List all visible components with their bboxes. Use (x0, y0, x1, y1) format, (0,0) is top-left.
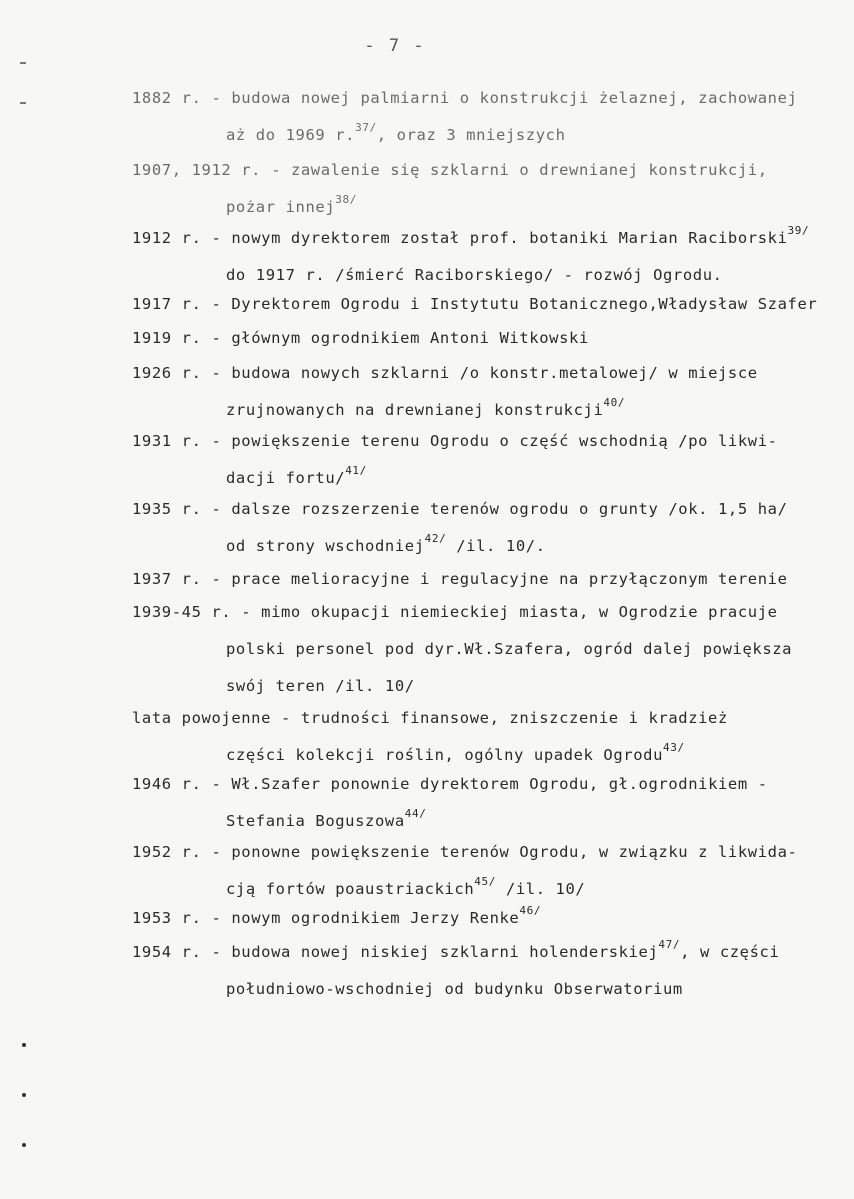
entry-line (132, 429, 832, 466)
entry-date: 1919 r. (132, 329, 202, 347)
entry-separator: - (211, 364, 222, 382)
entry-separator: - (211, 295, 222, 313)
entry-date: 1935 r. (132, 500, 202, 518)
entry-line (132, 534, 832, 571)
entry-date: 1907, 1912 r. (132, 161, 262, 179)
entry-line (132, 226, 832, 263)
chronology-entry (132, 86, 832, 160)
entry-line (132, 772, 832, 809)
entry-separator: - (211, 432, 222, 450)
entry-text: powiększenie terenu Ogrodu o część wschodnią /po likwi- (231, 432, 778, 450)
chronology-entry (132, 361, 832, 435)
chronology-entry (132, 940, 832, 1014)
footnote-ref: 43/ (663, 741, 685, 754)
entry-separator: - (211, 329, 222, 347)
entry-text: głównym ogrodnikiem Antoni Witkowski (231, 329, 589, 347)
entry-line (132, 86, 832, 123)
entry-date: 1937 r. (132, 570, 202, 588)
entry-text: nowym ogrodnikiem Jerzy Renke (231, 909, 520, 927)
entry-text: , w części (680, 943, 780, 961)
margin-mark (20, 62, 26, 64)
chronology-entry (132, 600, 832, 711)
entry-line (132, 840, 832, 877)
chronology-entry (132, 840, 832, 914)
entry-separator: - (211, 229, 222, 247)
entry-text: ponowne powiększenie terenów Ogrodu, w związku z likwida- (231, 843, 798, 861)
entry-date: lata powojenne (132, 709, 272, 727)
entry-date: 1912 r. (132, 229, 202, 247)
entry-date: 1882 r. (132, 89, 202, 107)
footnote-ref: 47/ (658, 938, 681, 951)
entry-text: swój teren /il. 10/ (226, 677, 415, 695)
entry-text: , oraz 3 mniejszych (376, 126, 566, 144)
entry-line (132, 567, 832, 604)
entry-line (132, 497, 832, 534)
entry-date: 1939-45 r. (132, 603, 232, 621)
entry-date: 1954 r. (132, 943, 202, 961)
entry-date: 1926 r. (132, 364, 202, 382)
chronology-entry (132, 567, 832, 604)
entry-line (132, 706, 832, 743)
entry-text: Wł.Szafer ponownie dyrektorem Ogrodu, gł.ogrodnikiem - (231, 775, 768, 793)
footnote-ref: 40/ (603, 396, 626, 409)
entry-line (132, 326, 832, 363)
entry-line (132, 600, 832, 637)
entry-date: 1917 r. (132, 295, 202, 313)
chronology-entry (132, 906, 832, 943)
entry-text: budowa nowej niskiej szklarni holenderskiej (231, 943, 659, 961)
entry-text: pożar innej (226, 198, 336, 216)
entry-separator: - (280, 709, 291, 727)
entry-text: trudności finansowe, zniszczenie i kradzież (300, 709, 728, 727)
entry-text: części kolekcji roślin, ogólny upadek Ogrodu (226, 746, 663, 764)
entry-separator: - (211, 943, 222, 961)
entry-text: dacji fortu/ (226, 469, 346, 487)
entry-text: od strony wschodniej (226, 537, 425, 555)
entry-separator: - (211, 843, 222, 861)
entry-text: Dyrektorem Ogrodu i Instytutu Botanicznego,Władysław Szafer (231, 295, 818, 313)
entry-separator: - (271, 161, 281, 179)
entry-text: budowa nowej palmiarni o konstrukcji żelaznej, zachowanej (231, 89, 798, 107)
entry-text: prace melioracyjne i regulacyjne na przyłączonym terenie (231, 570, 788, 588)
entry-text: południowo-wschodniej od budynku Obserwatorium (226, 980, 683, 998)
entry-date: 1931 r. (132, 432, 202, 450)
entry-separator: - (211, 909, 222, 927)
entry-text: Stefania Boguszowa (226, 812, 405, 830)
chronology-entry (132, 226, 832, 300)
entry-separator: - (211, 89, 222, 107)
chronology-entry (132, 326, 832, 363)
entry-text: budowa nowych szklarni /o konstr.metalowej/ w miejsce (231, 364, 758, 382)
entry-line (132, 977, 832, 1014)
entry-separator: - (211, 775, 222, 793)
entry-text: zawalenie się szklarni o drewnianej konstrukcji, (290, 161, 768, 179)
entry-separator: - (241, 603, 252, 621)
punch-hole-mark (22, 1143, 26, 1147)
footnote-ref: 38/ (335, 193, 357, 206)
punch-hole-mark (22, 1043, 26, 1047)
entry-line (132, 940, 832, 977)
chronology-entry (132, 292, 832, 329)
entry-line (132, 906, 832, 943)
footnote-ref: 46/ (519, 904, 542, 917)
entry-text: zrujnowanych na drewnianej konstrukcji (226, 401, 604, 419)
entry-date: 1953 r. (132, 909, 202, 927)
footnote-ref: 45/ (474, 875, 496, 888)
margin-mark (20, 102, 26, 104)
punch-hole-mark (22, 1093, 26, 1097)
footnote-ref: 41/ (345, 464, 367, 477)
entry-line (132, 292, 832, 329)
entry-line (132, 361, 832, 398)
footnote-ref: 42/ (424, 532, 447, 545)
chronology-entry (132, 158, 832, 232)
footnote-ref: 44/ (404, 807, 427, 820)
entry-line (132, 123, 832, 160)
entry-text: mimo okupacji niemieckiej miasta, w Ogrodzie pracuje (261, 603, 778, 621)
footnote-ref: 37/ (355, 121, 377, 134)
footnote-ref: 39/ (787, 224, 810, 237)
chronology-entry (132, 772, 832, 846)
entry-text: aż do 1969 r. (226, 126, 356, 144)
entry-text: /il. 10/ (495, 880, 586, 898)
chronology-entry (132, 429, 832, 503)
page-number: - 7 - (364, 36, 426, 56)
entry-separator: - (211, 500, 222, 518)
entry-date: 1952 r. (132, 843, 202, 861)
entry-line (132, 637, 832, 674)
entry-line (132, 158, 832, 195)
chronology-entry (132, 706, 832, 780)
entry-text: dalsze rozszerzenie terenów ogrodu o grunty /ok. 1,5 ha/ (231, 500, 788, 518)
chronology-entry (132, 497, 832, 571)
entry-text: cją fortów poaustriackich (226, 880, 475, 898)
entry-text: nowym dyrektorem został prof. botaniki Marian Raciborski (231, 229, 788, 247)
entry-separator: - (211, 570, 222, 588)
entry-text: /il. 10/. (446, 537, 546, 555)
entry-text: do 1917 r. /śmierć Raciborskiego/ - rozwój Ogrodu. (226, 266, 723, 284)
entry-date: 1946 r. (132, 775, 202, 793)
entry-text: polski personel pod dyr.Wł.Szafera, ogród dalej powiększa (226, 640, 793, 658)
